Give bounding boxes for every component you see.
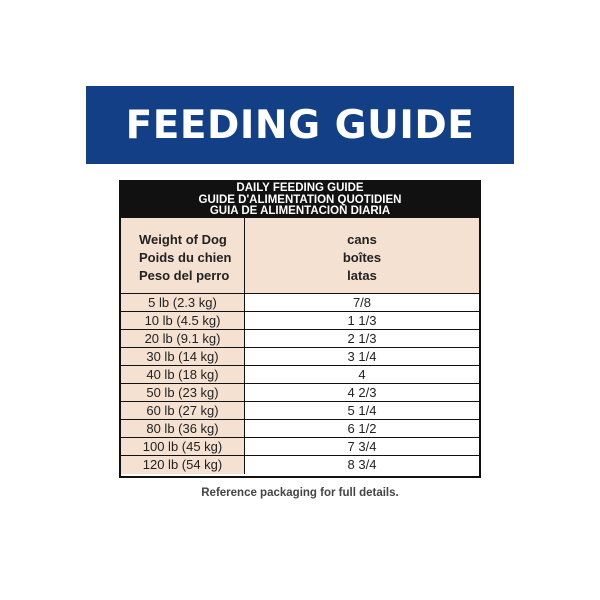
amount-cell: 3 1/4: [245, 348, 479, 366]
amount-cell: 1 1/3: [245, 312, 479, 330]
weight-cell: 40 lb (18 kg): [121, 366, 245, 384]
weight-heading-en: Weight of Dog: [139, 232, 227, 247]
weight-cell: 60 lb (27 kg): [121, 402, 245, 420]
feeding-guide-banner: [86, 86, 514, 164]
table-title-en: DAILY FEEDING GUIDE: [236, 182, 364, 194]
weight-cell: 20 lb (9.1 kg): [121, 330, 245, 348]
amount-heading-fr: boîtes: [342, 250, 382, 265]
amount-cell: 4 2/3: [245, 384, 479, 402]
amount-cell: 6 1/2: [245, 420, 479, 438]
weight-cell: 100 lb (45 kg): [121, 438, 245, 456]
feeding-guide-table: [119, 180, 481, 478]
table-title-fr: GUIDE D'ALIMENTATION QUOTIDIEN: [198, 193, 402, 206]
banner-title: FEEDING GUIDE: [125, 102, 475, 148]
table-body: [121, 218, 479, 474]
weight-cell: 5 lb (2.3 kg): [121, 294, 245, 312]
amount-cell: 7 3/4: [245, 438, 479, 456]
amount-cell: 7/8: [245, 294, 479, 312]
amount-cell: 4: [245, 366, 479, 384]
amount-heading-es: latas: [347, 268, 377, 283]
weight-cell: 10 lb (4.5 kg): [121, 312, 245, 330]
amount-cell: 2 1/3: [245, 330, 479, 348]
amount-column-header: [245, 218, 479, 294]
table-title-es: GUIA DE ALIMENTACION DIARIA: [209, 205, 391, 217]
amount-heading-en: cans: [347, 232, 377, 247]
weight-cell: 120 lb (54 kg): [121, 456, 245, 474]
weight-column-header: [121, 218, 245, 294]
weight-cell: 50 lb (23 kg): [121, 384, 245, 402]
amount-cell: 5 1/4: [245, 402, 479, 420]
amount-cell: 8 3/4: [245, 456, 479, 474]
table-title: [121, 182, 479, 218]
weight-heading-fr: Poids du chien: [139, 250, 232, 265]
weight-heading-es: Peso del perro: [139, 268, 230, 283]
weight-cell: 30 lb (14 kg): [121, 348, 245, 366]
weight-cell: 80 lb (36 kg): [121, 420, 245, 438]
footnote: Reference packaging for full details.: [201, 487, 399, 499]
